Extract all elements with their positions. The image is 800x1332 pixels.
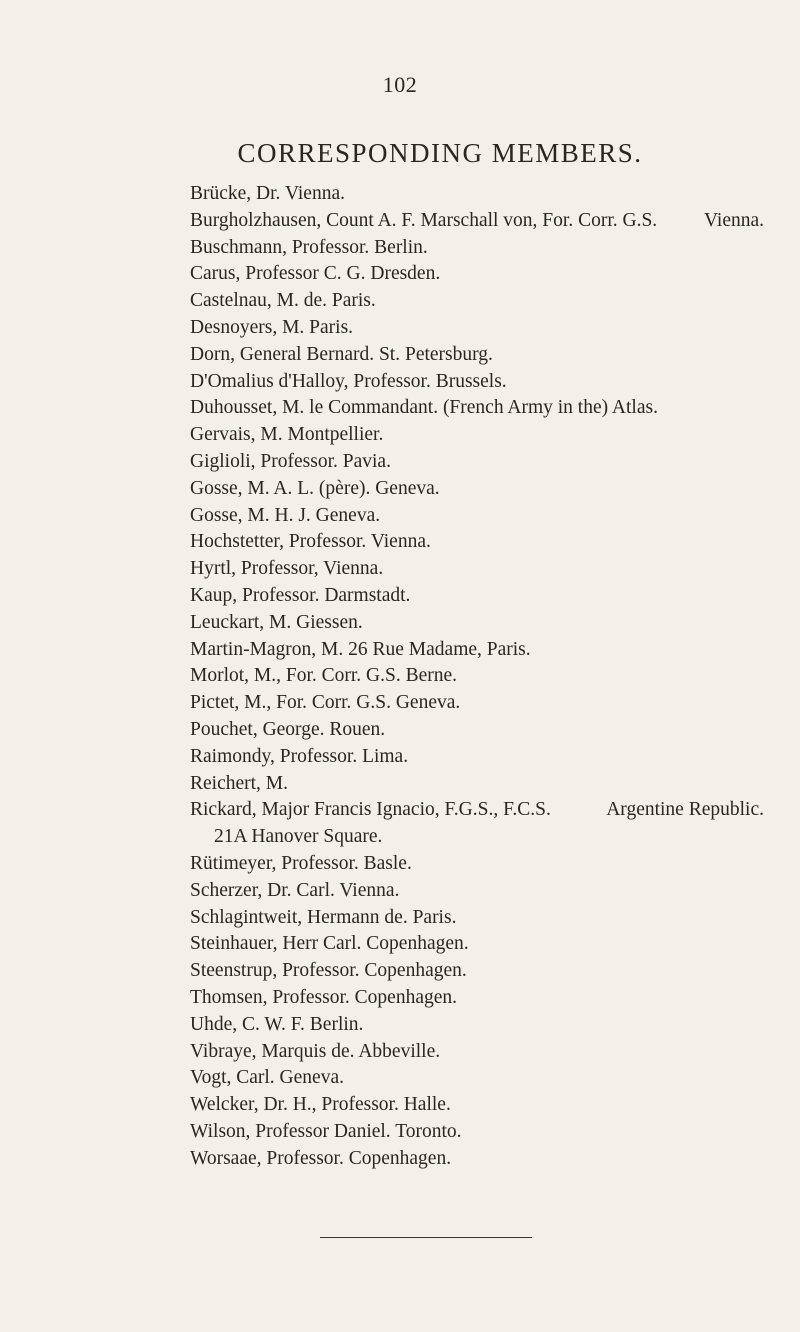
member-entry [0, 1119, 800, 1146]
member-text: Morlot, M., For. Corr. G.S. Berne. [190, 665, 458, 687]
member-text: Pictet, M., For. Corr. G.S. Geneva. [190, 692, 461, 714]
member-entry [0, 637, 800, 664]
member-text: Giglioli, Professor. Pavia. [190, 450, 391, 472]
member-entry [0, 771, 800, 798]
member-entry [0, 556, 800, 583]
member-text: Gosse, M. A. L. (père). Geneva. [190, 477, 440, 499]
member-entry [0, 851, 800, 878]
member-text: Worsaae, Professor. Copenhagen. [190, 1147, 452, 1169]
member-text: Martin-Magron, M. 26 Rue Madame, Paris. [190, 638, 531, 660]
member-text: Kaup, Professor. Darmstadt. [190, 584, 411, 606]
member-text: Dorn, General Bernard. St. Petersburg. [190, 343, 493, 365]
member-text: Thomsen, Professor. Copenhagen. [190, 986, 458, 1008]
member-text: Vogt, Carl. Geneva. [190, 1067, 344, 1089]
member-text: Schlagintweit, Hermann de. Paris. [190, 906, 457, 928]
member-entry [0, 503, 800, 530]
member-text: Hyrtl, Professor, Vienna. [190, 558, 384, 580]
member-entry [0, 1146, 800, 1173]
member-entry [0, 288, 800, 315]
member-text: Steenstrup, Professor. Copenhagen. [190, 960, 467, 982]
member-entry [0, 422, 800, 449]
member-text: D'Omalius d'Halloy, Professor. Brussels. [190, 370, 507, 392]
member-text: Desnoyers, M. Paris. [190, 316, 354, 338]
member-text: Pouchet, George. Rouen. [190, 718, 386, 740]
member-text: Vibraye, Marquis de. Abbeville. [190, 1040, 441, 1062]
member-text: Uhde, C. W. F. Berlin. [190, 1013, 364, 1035]
member-entry [0, 529, 800, 556]
section-heading: CORRESPONDING MEMBERS. [237, 138, 643, 168]
member-text: Leuckart, M. Giessen. [190, 611, 363, 633]
member-entry [0, 610, 800, 637]
member-entry [0, 449, 800, 476]
member-entry [0, 395, 800, 422]
member-text: Gosse, M. H. J. Geneva. [190, 504, 381, 526]
member-text: Hochstetter, Professor. Vienna. [190, 531, 431, 553]
member-text: Brücke, Dr. Vienna. [190, 183, 345, 204]
member-text: Rickard, Major Francis Ignacio, F.G.S., F.C.S. [190, 799, 551, 821]
member-text: Scherzer, Dr. Carl. Vienna. [190, 879, 400, 901]
member-entry [0, 905, 800, 932]
member-text: Buschmann, Professor. Berlin. [190, 236, 428, 258]
member-text: Welcker, Dr. H., Professor. Halle. [190, 1094, 451, 1116]
member-text: Gervais, M. Montpellier. [190, 424, 384, 446]
member-entry [0, 1012, 800, 1039]
member-entry [0, 369, 800, 396]
member-text: Steinhauer, Herr Carl. Copenhagen. [190, 933, 469, 955]
member-entry [0, 717, 800, 744]
member-text: Raimondy, Professor. Lima. [190, 745, 409, 767]
member-entry [0, 181, 800, 208]
member-entry [0, 744, 800, 771]
member-text: Castelnau, M. de. Paris. [190, 290, 376, 312]
member-entry [0, 1039, 800, 1066]
member-text: 21A Hanover Square. [214, 826, 383, 848]
member-text: Duhousset, M. le Commandant. (French Army in the) Atlas. [190, 397, 658, 419]
member-entry [0, 985, 800, 1012]
member-entry [0, 235, 800, 262]
member-entry [0, 342, 800, 369]
end-rule [320, 1237, 532, 1238]
member-entry [0, 1092, 800, 1119]
member-text: Wilson, Professor Daniel. Toronto. [190, 1120, 462, 1142]
member-entry [0, 690, 800, 717]
member-text: Rütimeyer, Professor. Basle. [190, 852, 412, 874]
member-entry [0, 208, 800, 235]
member-entry [0, 476, 800, 503]
members-list [0, 181, 800, 1172]
page-number: 102 [382, 72, 418, 97]
member-entry [0, 958, 800, 985]
member-text: Reichert, M. [190, 772, 289, 794]
member-entry [0, 261, 800, 288]
member-entry [0, 931, 800, 958]
member-text: Carus, Professor C. G. Dresden. [190, 263, 441, 285]
member-entry [0, 663, 800, 690]
member-entry [0, 583, 800, 610]
member-entry [0, 1065, 800, 1092]
member-entry-continuation [0, 824, 800, 851]
member-entry [0, 797, 800, 824]
member-location: Vienna. [703, 209, 764, 231]
member-entry [0, 315, 800, 342]
member-entry [0, 878, 800, 905]
member-text: Burgholzhausen, Count A. F. Marschall von, For. Corr. G.S. [190, 209, 658, 231]
member-location: Argentine Republic. [606, 799, 764, 821]
